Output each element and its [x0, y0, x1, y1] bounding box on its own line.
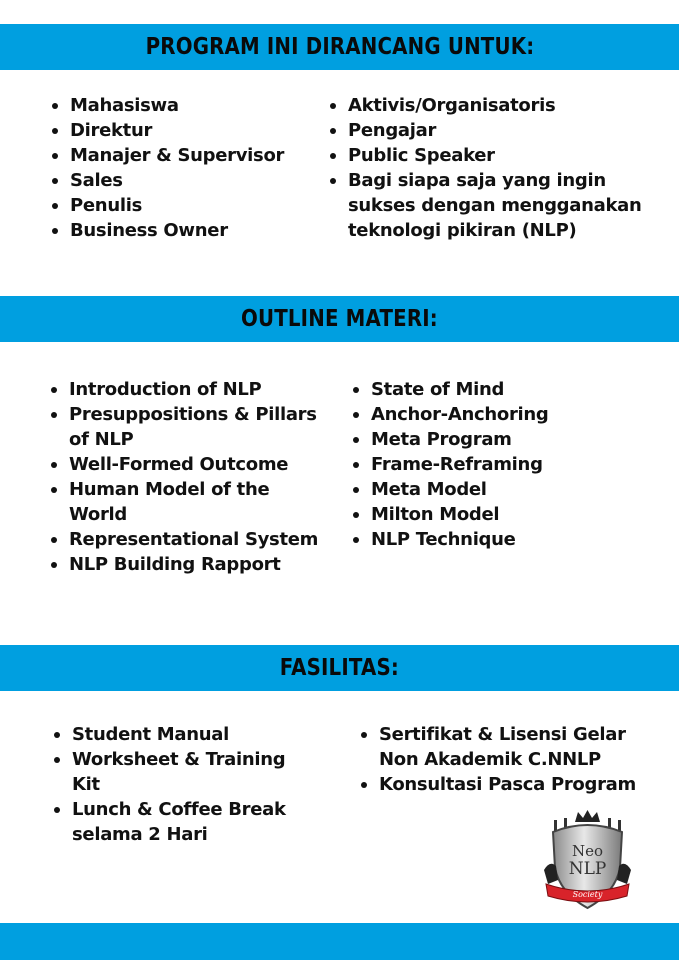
list-item: Student Manual — [52, 722, 302, 747]
list-item: Worksheet & Training Kit — [52, 747, 302, 797]
list-item: Konsultasi Pasca Program — [359, 772, 659, 797]
list-item: Business Owner — [50, 218, 310, 243]
outline-list-left — [49, 377, 329, 577]
list-item: Penulis — [50, 193, 310, 218]
list-item: Aktivis/Organisatoris — [328, 93, 658, 118]
list-item: Sales — [50, 168, 310, 193]
list-item: Meta Model — [351, 477, 611, 502]
list-item: Human Model of the World — [49, 477, 329, 527]
list-item: Sertifikat & Lisensi Gelar Non Akademik C.NNLP — [359, 722, 659, 772]
list-item: Public Speaker — [328, 143, 658, 168]
list-item: Well-Formed Outcome — [49, 452, 329, 477]
outline-list-right — [351, 377, 611, 552]
list-item: NLP Building Rapport — [49, 552, 329, 577]
facilities-list-right — [359, 722, 659, 797]
section-title: OUTLINE MATERI: — [241, 306, 438, 332]
list-item: Manajer & Supervisor — [50, 143, 310, 168]
list-item: Pengajar — [328, 118, 658, 143]
section-header-target-audience — [0, 24, 679, 70]
list-item: Presuppositions & Pillars of NLP — [49, 402, 329, 452]
audience-list-right — [328, 93, 658, 243]
section-title: PROGRAM INI DIRANCANG UNTUK: — [145, 34, 534, 60]
section-header-facilities — [0, 645, 679, 691]
list-item: Lunch & Coffee Break selama 2 Hari — [52, 797, 302, 847]
list-item: Bagi siapa saja yang ingin sukses dengan mengganakan teknologi pikiran (NLP) — [328, 168, 658, 243]
list-item: Meta Program — [351, 427, 611, 452]
list-item: Direktur — [50, 118, 310, 143]
list-item: Frame-Reframing — [351, 452, 611, 477]
list-item: Mahasiswa — [50, 93, 310, 118]
svg-text:NLP: NLP — [568, 859, 607, 879]
list-item: Anchor-Anchoring — [351, 402, 611, 427]
section-header-outline — [0, 296, 679, 342]
section-title: FASILITAS: — [279, 655, 400, 681]
list-item: Introduction of NLP — [49, 377, 329, 402]
svg-text:Neo: Neo — [571, 842, 604, 860]
footer-band — [0, 923, 679, 960]
svg-text:Society: Society — [572, 890, 603, 899]
list-item: State of Mind — [351, 377, 611, 402]
facilities-list-left — [52, 722, 302, 847]
list-item: Milton Model — [351, 502, 611, 527]
neo-nlp-society-logo — [540, 808, 635, 910]
list-item: NLP Technique — [351, 527, 611, 552]
crest-shield-icon — [540, 808, 635, 910]
list-item: Representational System — [49, 527, 329, 552]
audience-list-left — [50, 93, 310, 243]
